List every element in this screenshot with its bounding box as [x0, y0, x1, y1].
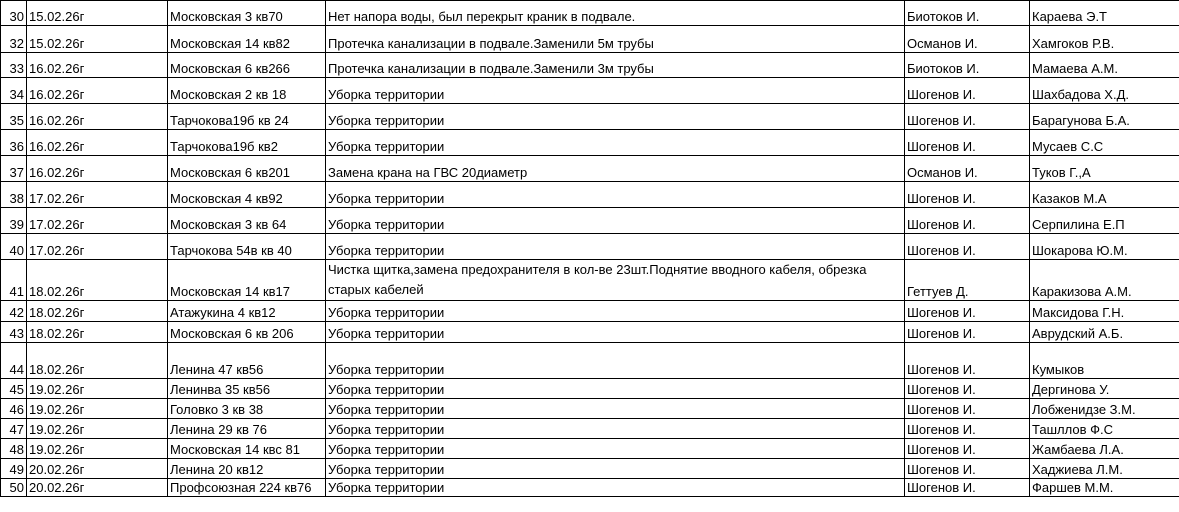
cell-date[interactable]: 16.02.26г [27, 53, 168, 78]
cell-date[interactable]: 17.02.26г [27, 234, 168, 260]
cell-date[interactable]: 15.02.26г [27, 1, 168, 26]
cell-worker[interactable]: Шогенов И. [905, 419, 1030, 439]
cell-number[interactable]: 32 [1, 26, 27, 53]
cell-resident[interactable]: Кумыков [1030, 343, 1179, 379]
table-row [1, 26, 1179, 53]
cell-number[interactable]: 36 [1, 130, 27, 156]
cell-date[interactable]: 17.02.26г [27, 208, 168, 234]
table-row [1, 182, 1179, 208]
cell-worker[interactable]: Шогенов И. [905, 343, 1030, 379]
cell-date[interactable]: 18.02.26г [27, 343, 168, 379]
table-row [1, 260, 1179, 301]
cell-resident[interactable]: Серпилина Е.П [1030, 208, 1179, 234]
cell-work-description[interactable]: Замена крана на ГВС 20диаметр [326, 156, 905, 182]
cell-worker[interactable]: Шогенов И. [905, 459, 1030, 479]
cell-address[interactable]: Московская 2 кв 18 [168, 78, 326, 104]
cell-work-description[interactable]: Уборка территории [326, 104, 905, 130]
cell-address[interactable]: Ленина 20 кв12 [168, 459, 326, 479]
cell-address[interactable]: Ленинва 35 кв56 [168, 379, 326, 399]
table-row [1, 379, 1179, 399]
table-row [1, 301, 1179, 322]
cell-number[interactable]: 46 [1, 399, 27, 419]
cell-number[interactable]: 48 [1, 439, 27, 459]
cell-work-description[interactable]: Уборка территории [326, 439, 905, 459]
cell-worker[interactable]: Шогенов И. [905, 479, 1030, 497]
cell-date[interactable]: 18.02.26г [27, 322, 168, 343]
cell-number[interactable]: 30 [1, 1, 27, 26]
cell-resident[interactable]: Ташллов Ф.С [1030, 419, 1179, 439]
cell-address[interactable]: Московская 14 кв82 [168, 26, 326, 53]
cell-date[interactable]: 17.02.26г [27, 182, 168, 208]
cell-worker[interactable]: Шогенов И. [905, 379, 1030, 399]
table-row [1, 343, 1179, 379]
cell-work-description[interactable]: Уборка территории [326, 379, 905, 399]
cell-address[interactable]: Московская 6 кв266 [168, 53, 326, 78]
cell-number[interactable]: 47 [1, 419, 27, 439]
cell-work-description[interactable]: Протечка канализации в подвале.Заменили 5м трубы [326, 26, 905, 53]
cell-resident[interactable]: Жамбаева Л.А. [1030, 439, 1179, 459]
cell-number[interactable]: 38 [1, 182, 27, 208]
cell-date[interactable]: 15.02.26г [27, 26, 168, 53]
cell-work-description[interactable]: Уборка территории [326, 130, 905, 156]
cell-resident[interactable]: Шахбадова Х.Д. [1030, 78, 1179, 104]
cell-resident[interactable]: Аврудский А.Б. [1030, 322, 1179, 343]
cell-address[interactable]: Московская 6 кв 206 [168, 322, 326, 343]
table-row [1, 459, 1179, 479]
cell-work-description[interactable]: Уборка территории [326, 234, 905, 260]
cell-work-description[interactable]: Уборка территории [326, 322, 905, 343]
cell-address[interactable]: Профсоюзная 224 кв76 [168, 479, 326, 497]
cell-address[interactable]: Московская 6 кв201 [168, 156, 326, 182]
cell-number[interactable]: 40 [1, 234, 27, 260]
cell-worker[interactable]: Шогенов И. [905, 234, 1030, 260]
cell-worker[interactable]: Шогенов И. [905, 399, 1030, 419]
cell-resident[interactable]: Фаршев М.М. [1030, 479, 1179, 497]
cell-worker[interactable]: Шогенов И. [905, 322, 1030, 343]
cell-work-description[interactable]: Уборка территории [326, 78, 905, 104]
cell-date[interactable]: 19.02.26г [27, 439, 168, 459]
cell-work-description[interactable]: Уборка территории [326, 182, 905, 208]
table-row [1, 399, 1179, 419]
cell-date[interactable]: 16.02.26г [27, 130, 168, 156]
cell-number[interactable]: 45 [1, 379, 27, 399]
cell-number[interactable]: 50 [1, 479, 27, 497]
cell-resident[interactable]: Максидова Г.Н. [1030, 301, 1179, 322]
cell-resident[interactable]: Хамгоков Р.В. [1030, 26, 1179, 53]
cell-address[interactable]: Московская 3 кв70 [168, 1, 326, 26]
cell-number[interactable]: 37 [1, 156, 27, 182]
cell-date[interactable]: 19.02.26г [27, 399, 168, 419]
cell-work-description[interactable]: Чистка щитка,замена предохранителя в кол-ве 23шт.Поднятие вводного кабеля, обрезка старых кабелей [326, 260, 905, 301]
cell-worker[interactable]: Шогенов И. [905, 182, 1030, 208]
cell-date[interactable]: 19.02.26г [27, 379, 168, 399]
cell-worker[interactable]: Шогенов И. [905, 104, 1030, 130]
cell-address[interactable]: Московская 14 кв17 [168, 260, 326, 301]
cell-address[interactable]: Ленина 29 кв 76 [168, 419, 326, 439]
table-row [1, 322, 1179, 343]
cell-worker[interactable]: Биотоков И. [905, 1, 1030, 26]
cell-address[interactable]: Тарчокова19б кв2 [168, 130, 326, 156]
cell-address[interactable]: Московская 4 кв92 [168, 182, 326, 208]
table-row [1, 479, 1179, 497]
cell-worker[interactable]: Османов И. [905, 26, 1030, 53]
cell-resident[interactable]: Казаков М.А [1030, 182, 1179, 208]
cell-number[interactable]: 49 [1, 459, 27, 479]
cell-number[interactable]: 39 [1, 208, 27, 234]
cell-worker[interactable]: Шогенов И. [905, 439, 1030, 459]
cell-date[interactable]: 19.02.26г [27, 419, 168, 439]
cell-work-description[interactable]: Уборка территории [326, 343, 905, 379]
table-row [1, 1, 1179, 26]
cell-number[interactable]: 43 [1, 322, 27, 343]
cell-number[interactable]: 33 [1, 53, 27, 78]
table-row [1, 234, 1179, 260]
cell-resident[interactable]: Каракизова А.М. [1030, 260, 1179, 301]
cell-number[interactable]: 34 [1, 78, 27, 104]
cell-work-description[interactable]: Нет напора воды, был перекрыт краник в подвале. [326, 1, 905, 26]
cell-worker[interactable]: Геттуев Д. [905, 260, 1030, 301]
cell-date[interactable]: 16.02.26г [27, 78, 168, 104]
cell-worker[interactable]: Шогенов И. [905, 130, 1030, 156]
cell-work-description[interactable]: Уборка территории [326, 399, 905, 419]
cell-address[interactable]: Атажукина 4 кв12 [168, 301, 326, 322]
cell-work-description[interactable]: Уборка территории [326, 208, 905, 234]
cell-worker[interactable]: Шогенов И. [905, 301, 1030, 322]
cell-resident[interactable]: Дергинова У. [1030, 379, 1179, 399]
cell-number[interactable]: 41 [1, 260, 27, 301]
table-row [1, 53, 1179, 78]
cell-worker[interactable]: Османов И. [905, 156, 1030, 182]
cell-resident[interactable]: Мусаев С.С [1030, 130, 1179, 156]
cell-date[interactable]: 18.02.26г [27, 301, 168, 322]
cell-resident[interactable]: Барагунова Б.А. [1030, 104, 1179, 130]
cell-work-description[interactable]: Протечка канализации в подвале.Заменили 3м трубы [326, 53, 905, 78]
cell-date[interactable]: 16.02.26г [27, 156, 168, 182]
cell-address[interactable]: Тарчокова 54в кв 40 [168, 234, 326, 260]
cell-number[interactable]: 35 [1, 104, 27, 130]
cell-date[interactable]: 16.02.26г [27, 104, 168, 130]
cell-resident[interactable]: Караева Э.Т [1030, 1, 1179, 26]
cell-work-description[interactable]: Уборка территории [326, 459, 905, 479]
cell-work-description[interactable]: Уборка территории [326, 479, 905, 497]
cell-worker[interactable]: Биотоков И. [905, 53, 1030, 78]
cell-address[interactable]: Ленина 47 кв56 [168, 343, 326, 379]
table-row [1, 439, 1179, 459]
cell-work-description[interactable]: Уборка территории [326, 419, 905, 439]
table-row [1, 156, 1179, 182]
table-row [1, 104, 1179, 130]
cell-address[interactable]: Московская 14 квс 81 [168, 439, 326, 459]
table-row [1, 419, 1179, 439]
cell-address[interactable]: Тарчокова19б кв 24 [168, 104, 326, 130]
cell-worker[interactable]: Шогенов И. [905, 208, 1030, 234]
cell-number[interactable]: 42 [1, 301, 27, 322]
cell-date[interactable]: 20.02.26г [27, 459, 168, 479]
cell-resident[interactable]: Лобженидзе З.М. [1030, 399, 1179, 419]
cell-date[interactable]: 18.02.26г [27, 260, 168, 301]
cell-date[interactable]: 20.02.26г [27, 479, 168, 497]
table-row [1, 208, 1179, 234]
table-row [1, 130, 1179, 156]
cell-number[interactable]: 44 [1, 343, 27, 379]
cell-worker[interactable]: Шогенов И. [905, 78, 1030, 104]
cell-resident[interactable]: Хаджиева Л.М. [1030, 459, 1179, 479]
cell-work-description[interactable]: Уборка территории [326, 301, 905, 322]
cell-address[interactable]: Московская 3 кв 64 [168, 208, 326, 234]
cell-address[interactable]: Головко 3 кв 38 [168, 399, 326, 419]
cell-resident[interactable]: Туков Г.,А [1030, 156, 1179, 182]
table-row [1, 78, 1179, 104]
cell-resident[interactable]: Шокарова Ю.М. [1030, 234, 1179, 260]
table-body [1, 1, 1179, 497]
cell-resident[interactable]: Мамаева А.М. [1030, 53, 1179, 78]
